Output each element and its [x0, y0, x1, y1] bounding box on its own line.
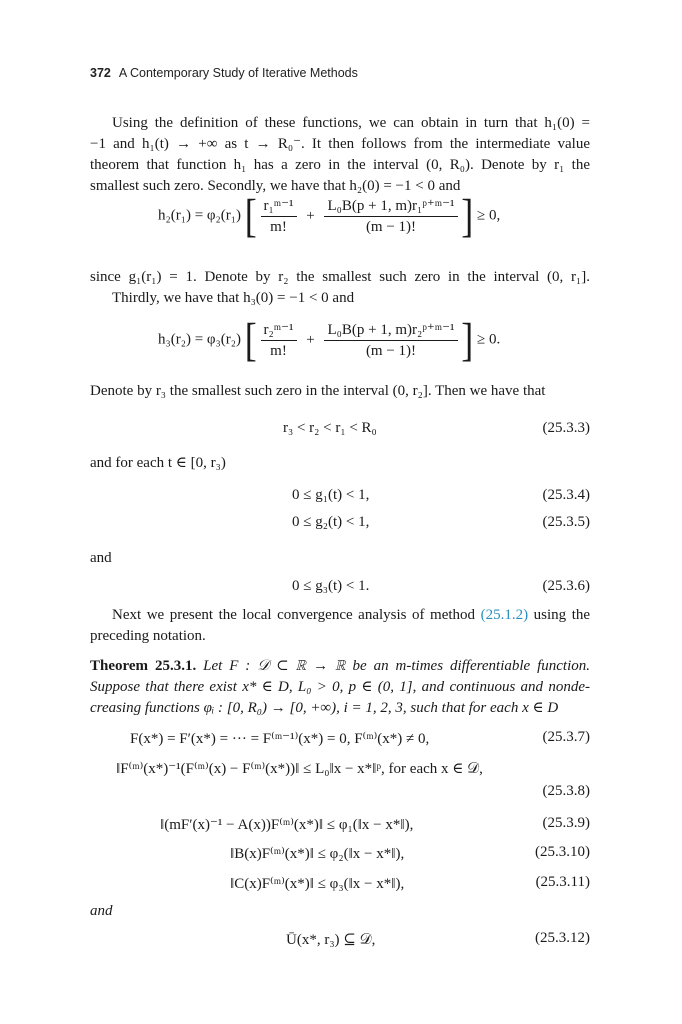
- text-line: [90, 605, 590, 626]
- denominator: m!: [270, 343, 287, 359]
- text-line: theorem that function h₁ has a zero in the interval (0, R₀). Denote by r₁ the: [90, 157, 590, 173]
- text-line: Using the definition of these functions, we can obtain in turn that h₁(0) =: [112, 115, 590, 131]
- numerator: L₀B(p + 1, m)r₂ᵖ⁺ᵐ⁻¹: [324, 320, 457, 341]
- method-reference-link[interactable]: (25.1.2): [480, 607, 529, 623]
- equation-25-3-5: 0 ≤ g₂(t) < 1,: [292, 514, 370, 530]
- equation-number: (25.3.7): [542, 729, 590, 745]
- numerator: r₂ᵐ⁻¹: [261, 320, 297, 341]
- page-number: 372: [90, 66, 111, 80]
- left-bracket: [: [244, 190, 257, 242]
- equation-25-3-6: 0 ≤ g₃(t) < 1.: [292, 578, 370, 594]
- theorem-block: [90, 656, 590, 719]
- equation-number: (25.3.8): [542, 783, 590, 799]
- text-span: Let F : 𝒟 ⊂ ℝ → ℝ be an m-times differentiable function.: [203, 658, 591, 674]
- equation-25-3-7: F(x*) = F′(x*) = ··· = F⁽ᵐ⁻¹⁾(x*) = 0, F⁽ᵐ⁾(x*) ≠ 0,: [130, 731, 430, 747]
- text-line: smallest such zero. Secondly, we have that h₂(0) = −1 < 0 and: [90, 178, 461, 194]
- text-line: and: [90, 903, 113, 919]
- paragraph-r2: [90, 267, 590, 309]
- text-line: preceding notation.: [90, 628, 206, 644]
- equation-number: (25.3.3): [542, 420, 590, 436]
- denominator: (m − 1)!: [365, 343, 417, 359]
- equation-rhs: ≥ 0.: [477, 331, 501, 348]
- text-line: and: [90, 550, 112, 566]
- theorem-label: Theorem 25.3.1.: [90, 658, 197, 674]
- equation-25-3-9: ‖(mF′(x)⁻¹ − A(x))F⁽ᵐ⁾(x*)‖ ≤ φ₁(‖x − x*‖),: [160, 817, 414, 833]
- text-span: Next we present the local convergence analysis of method: [112, 607, 476, 623]
- right-bracket: ]: [461, 314, 474, 366]
- fraction: [324, 196, 457, 236]
- fraction: [324, 320, 457, 360]
- paragraph-next: [90, 605, 590, 647]
- denominator: (m − 1)!: [365, 219, 417, 235]
- text-line: since g₁(r₁) = 1. Denote by r₂ the smallest such zero in the interval (0, r₁].: [90, 269, 590, 285]
- plus-sign: +: [306, 331, 315, 348]
- numerator: r₁ᵐ⁻¹: [261, 196, 297, 217]
- equation-h3: [158, 314, 501, 366]
- fraction: [261, 320, 297, 360]
- denominator: m!: [270, 219, 287, 235]
- running-title: A Contemporary Study of Iterative Methods: [118, 66, 358, 80]
- equation-number: (25.3.6): [542, 578, 590, 594]
- right-bracket: ]: [461, 190, 474, 242]
- equation-25-3-4: 0 ≤ g₁(t) < 1,: [292, 487, 370, 503]
- equation-number: (25.3.11): [535, 874, 590, 890]
- equation-number: (25.3.4): [542, 487, 590, 503]
- text-line: −1 and h₁(t) → +∞ as t → R₀⁻. It then follows from the intermediate value: [90, 136, 590, 152]
- paragraph-for-each-t: [90, 453, 590, 474]
- equation-number: (25.3.5): [542, 514, 590, 530]
- text-line: Suppose that there exist x* ∈ D, L₀ > 0, p ∈ (0, 1], and continuous and nonde-: [90, 679, 590, 695]
- equation-25-3-3: r₃ < r₂ < r₁ < R₀: [283, 420, 377, 436]
- text-line: and for each t ∈ [0, r₃): [90, 455, 226, 471]
- equation-25-3-8: ‖F⁽ᵐ⁾(x*)⁻¹(F⁽ᵐ⁾(x) − F⁽ᵐ⁾(x*))‖ ≤ L₀‖x − x*‖ᵖ, for each x ∈ 𝒟,: [116, 761, 483, 777]
- paragraph-and-italic: [90, 901, 590, 922]
- equation-number: (25.3.9): [542, 815, 590, 831]
- equation-25-3-12: Ū(x*, r₃) ⊆ 𝒟,: [286, 932, 376, 948]
- text-line: Thirdly, we have that h₃(0) = −1 < 0 and: [112, 290, 355, 306]
- left-bracket: [: [244, 314, 257, 366]
- numerator: L₀B(p + 1, m)r₁ᵖ⁺ᵐ⁻¹: [324, 196, 457, 217]
- equation-25-3-10: ‖B(x)F⁽ᵐ⁾(x*)‖ ≤ φ₂(‖x − x*‖),: [230, 846, 405, 862]
- equation-25-3-11: ‖C(x)F⁽ᵐ⁾(x*)‖ ≤ φ₃(‖x − x*‖),: [230, 876, 405, 892]
- equation-number: (25.3.12): [535, 930, 590, 946]
- text-line: Denote by r₃ the smallest such zero in the interval (0, r₂]. Then we have that: [90, 383, 546, 399]
- paragraph-intermediate-value: [90, 113, 590, 197]
- plus-sign: +: [306, 207, 315, 224]
- text-line: [90, 656, 590, 677]
- paragraph-r3: [90, 381, 590, 402]
- equation-lhs: h₂(r₁) = φ₂(r₁): [158, 207, 242, 224]
- running-header: [90, 66, 358, 80]
- equation-h2: [158, 190, 501, 242]
- text-span: using the: [533, 607, 591, 623]
- paragraph-and: [90, 548, 590, 569]
- equation-number: (25.3.10): [535, 844, 590, 860]
- equation-lhs: h₃(r₂) = φ₃(r₂): [158, 331, 242, 348]
- equation-rhs: ≥ 0,: [477, 207, 501, 224]
- fraction: [261, 196, 297, 236]
- text-line: creasing functions φᵢ : [0, R₀) → [0, +∞), i = 1, 2, 3, such that for each x ∈ D: [90, 700, 559, 716]
